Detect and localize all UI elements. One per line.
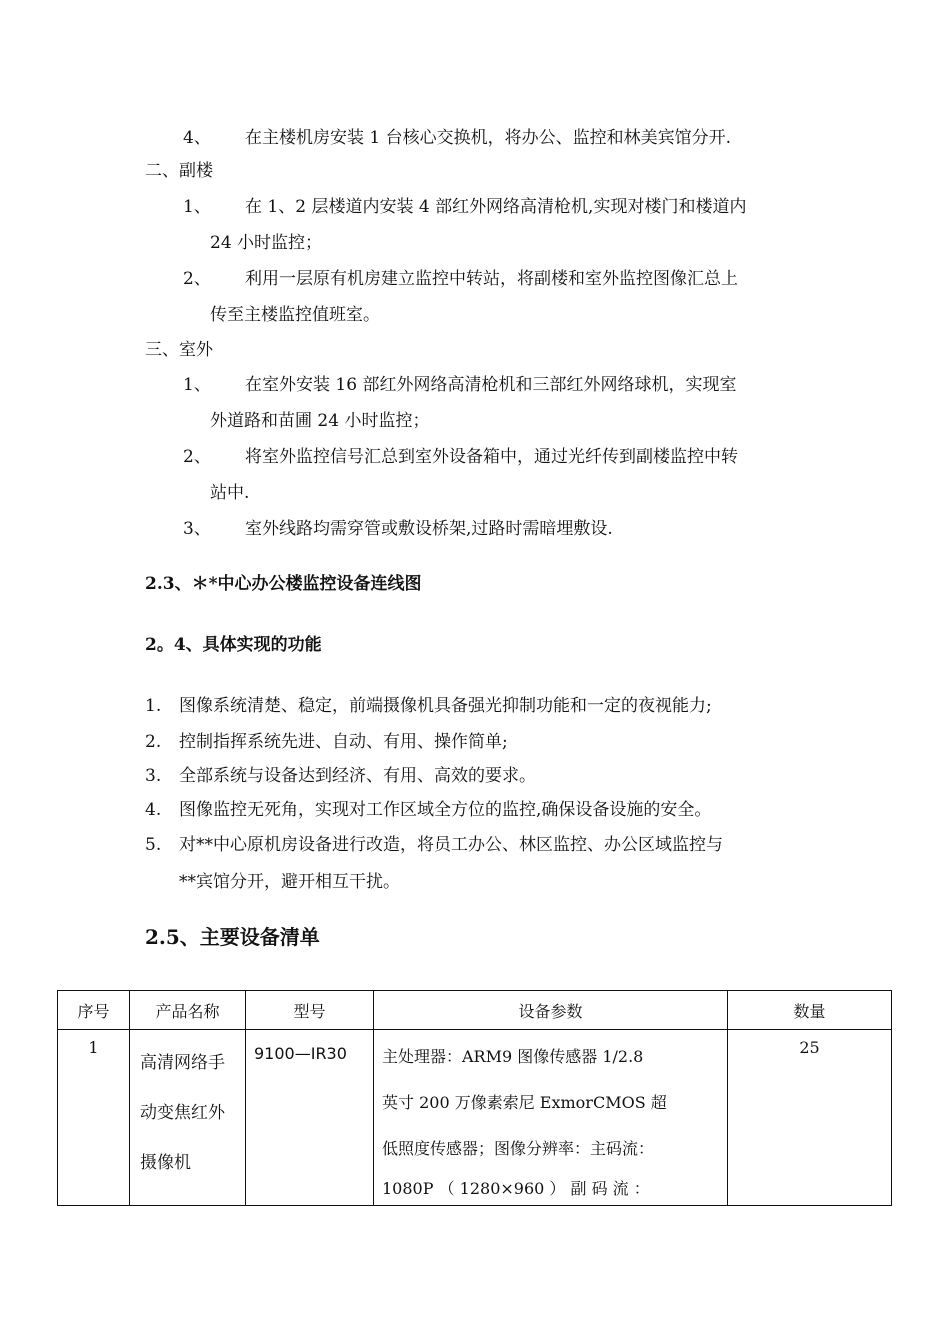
list-item-text-continued: 外道路和苗圃 24 小时监控； [210, 411, 430, 431]
list-number: 3. [145, 766, 162, 786]
list-number: 2. [145, 732, 162, 752]
list-item-text: 图像系统清楚、稳定，前端摄像机具备强光抑制功能和一定的夜视能力; [179, 696, 712, 716]
list-item-text: 利用一层原有机房建立监控中转站，将副楼和室外监控图像汇总上 [245, 269, 738, 289]
list-item-text: 在 1、2 层楼道内安装 4 部红外网络高清枪机,实现对楼门和楼道内 [245, 197, 747, 217]
list-number: 4、 [183, 128, 211, 148]
cell-quantity: 25 [728, 1030, 892, 1206]
list-item-text: 将室外监控信号汇总到室外设备箱中，通过光纤传到副楼监控中转 [245, 447, 738, 467]
header-model: 型号 [246, 991, 374, 1030]
section-heading-2-4: 2。4、具体实现的功能 [145, 635, 322, 655]
cell-product-name [130, 1030, 246, 1206]
list-item-text: 在主楼机房安装 1 台核心交换机，将办公、监控和林美宾馆分开. [245, 128, 732, 148]
header-index: 序号 [58, 991, 130, 1030]
header-quantity: 数量 [728, 991, 892, 1030]
list-item-text: 在室外安装 16 部红外网络高清枪机和三部红外网络球机，实现室 [245, 375, 737, 395]
param-line: 低照度传感器；图像分辨率：主码流： [382, 1139, 655, 1158]
list-number: 1、 [183, 197, 211, 217]
list-item-text: 对**中心原机房设备进行改造，将员工办公、林区监控、办公区域监控与 [179, 835, 723, 855]
table-header-row [58, 991, 892, 1030]
list-item-text-continued: 24 小时监控； [210, 233, 323, 253]
param-line: 主处理器：ARM9 图像传感器 1/2.8 [382, 1047, 644, 1066]
name-line: 摄像机 [140, 1153, 191, 1173]
header-product-name: 产品名称 [130, 991, 246, 1030]
list-item-text-continued: **宾馆分开，避开相互干扰。 [179, 872, 400, 892]
list-item-text: 图像监控无死角，实现对工作区域全方位的监控,确保设备设施的安全。 [179, 800, 712, 820]
equipment-table [57, 990, 892, 1206]
cell-index: 1 [58, 1030, 130, 1206]
list-number: 3、 [183, 519, 211, 539]
param-line: 1080P （ 1280×960 ） 副 码 流 ： [382, 1179, 650, 1198]
list-item-text-continued: 站中. [210, 483, 250, 503]
section-title-annex: 二、副楼 [145, 161, 213, 181]
list-number: 1、 [183, 375, 211, 395]
table-row [58, 1030, 892, 1206]
name-line: 高清网络手 [140, 1053, 225, 1073]
param-line: 英寸 200 万像素索尼 ExmorCMOS 超 [382, 1093, 667, 1112]
cell-model: 9100—IR30 [246, 1030, 374, 1206]
list-item-text: 室外线路均需穿管或敷设桥架,过路时需暗埋敷设. [245, 519, 613, 539]
list-number: 5. [145, 835, 162, 855]
list-item-text-continued: 传至主楼监控值班室。 [210, 305, 380, 325]
list-number: 2、 [183, 269, 211, 289]
list-item-text: 控制指挥系统先进、自动、有用、操作简单; [179, 732, 508, 752]
name-line: 动变焦红外 [140, 1103, 225, 1123]
cell-parameters [374, 1030, 728, 1206]
section-title-outdoor: 三、室外 [145, 340, 213, 360]
list-item-text: 全部系统与设备达到经济、有用、高效的要求。 [179, 766, 536, 786]
list-number: 2、 [183, 447, 211, 467]
section-heading-2-3: 2.3、＊*中心办公楼监控设备连线图 [145, 574, 422, 594]
list-number: 1. [145, 696, 162, 716]
section-heading-2-5: 2.5、主要设备清单 [145, 925, 320, 949]
list-number: 4. [145, 800, 162, 820]
header-parameters: 设备参数 [374, 991, 728, 1030]
